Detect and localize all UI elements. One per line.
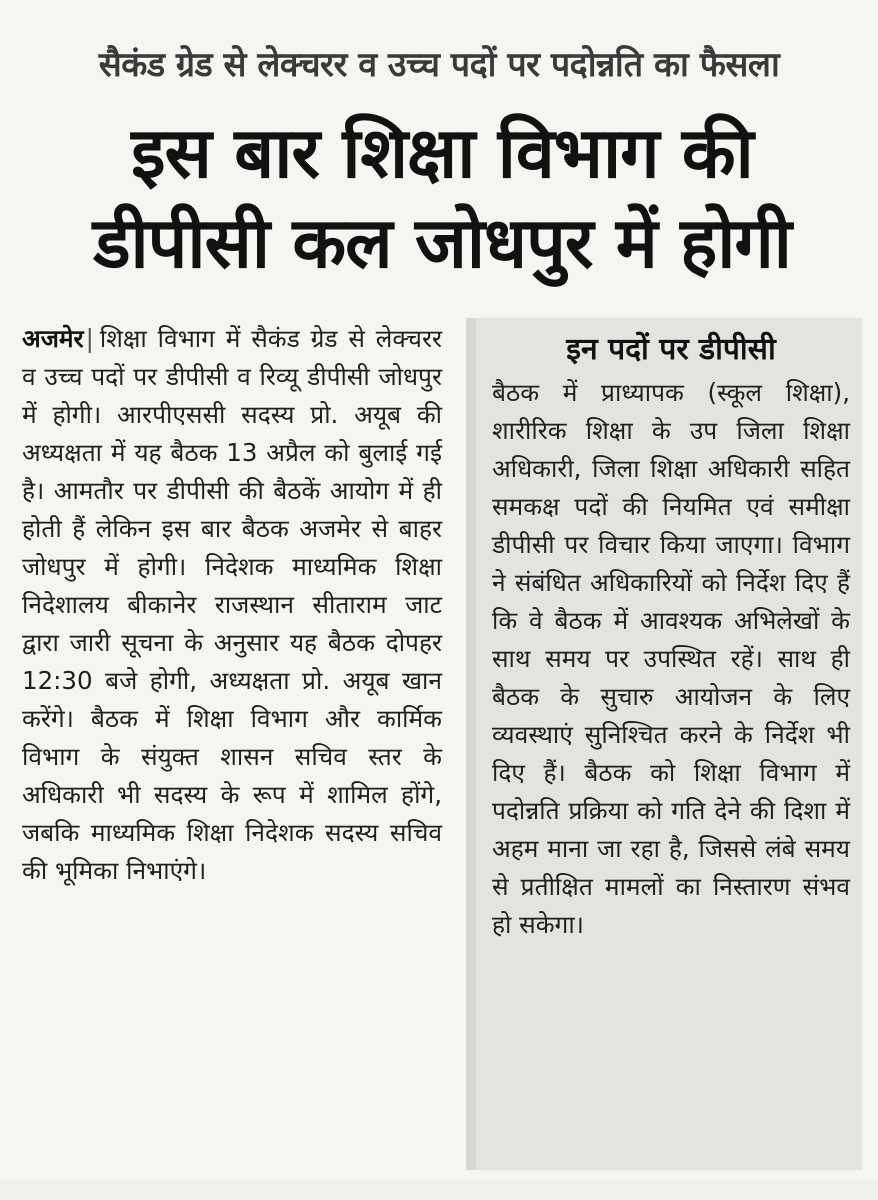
headline-line-2: डीपीसी कल जोधपुर में होगी (93, 202, 791, 284)
headline-line-1: इस बार शिक्षा विभाग की (131, 112, 753, 194)
main-headline (22, 108, 862, 288)
dateline: अजमेर (22, 324, 84, 353)
kicker-headline: सैकंड ग्रेड से लेक्चरर व उच्च पदों पर पदोन्नति का फैसला (98, 45, 780, 85)
article-body-column (22, 320, 442, 1180)
sidebar-info-box (466, 318, 862, 1170)
sidebar-box-text: बैठक में प्राध्यापक (स्कूल शिक्षा), शारीरिक शिक्षा के उप जिला शिक्षा अधिकारी, जिला शिक्षा अधिकारी सहित समकक्ष पदों की नियमित एवं समीक्षा डीपीसी पर विचार किया जाएगा। विभाग ने संबंधित अधिकारियों को निर्देश दिए हैं कि वे बैठक में आवश्यक अभिलेखों के साथ समय पर उपस्थित रहें। साथ ही बैठक के सुचारु आयोजन के लिए व्यवस्थाएं सुनिश्चित करने के निर्देश भी दिए हैं। बैठक को शिक्षा विभाग में पदोन्नति प्रक्रिया को गति देने की दिशा में अहम माना जा रहा है, जिससे लंबे समय से प्रतीक्षित मामलों का निस्तारण संभव हो सकेगा। (492, 378, 850, 939)
sidebar-box-title: इन पदों पर डीपीसी (566, 332, 776, 367)
dateline-divider: | (85, 324, 94, 353)
article-body-text: शिक्षा विभाग में सैकंड ग्रेड से लेक्चरर व उच्च पदों पर डीपीसी व रिव्यू डीपीसी जोधपुर में होगी। आरपीएससी सदस्य प्रो. अयूब की अध्यक्षता में यह बैठक 13 अप्रैल को बुलाई गई है। आमतौर पर डीपीसी की बैठकें आयोग में ही होती हैं लेकिन इस बार बैठक अजमेर से बाहर जोधपुर में होगी। निदेशक माध्यमिक शिक्षा निदेशालय बीकानेर राजस्थान सीताराम जाट द्वारा जारी सूचना के अनुसार यह बैठक दोपहर 12:30 बजे होगी, अध्यक्षता प्रो. अयूब खान करेंगे। बैठक में शिक्षा विभाग और कार्मिक विभाग के संयुक्त शासन सचिव स्तर के अधिकारी भी सदस्य के रूप में शामिल होंगे, जबकि माध्यमिक शिक्षा निदेशक सदस्य सचिव की भूमिका निभाएंगे। (22, 324, 442, 885)
page-bottom-edge (0, 1180, 878, 1200)
